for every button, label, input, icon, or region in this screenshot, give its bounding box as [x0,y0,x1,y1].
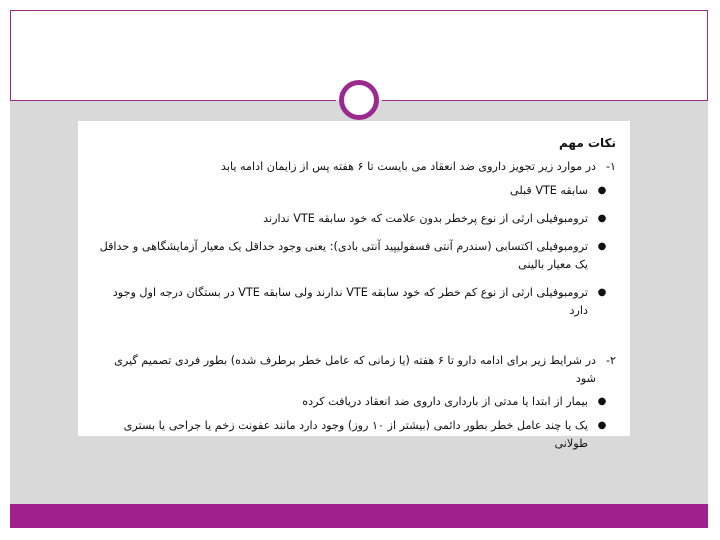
divider-line-right [382,100,708,101]
section-2-number: ۲- [605,354,616,367]
bullet-icon: ● [597,420,607,431]
list-item-text: بیمار از ابتدا یا مدتی از بارداری داروی ضد انعقاد دریافت کرده [302,395,588,408]
document-body [78,121,630,450]
list-item [96,238,616,274]
list-item [96,417,616,453]
section-1-list [96,182,616,320]
bullet-icon: ● [597,396,607,407]
section-1-number: ۱- [605,160,616,173]
bullet-icon: ● [597,241,607,252]
bullet-icon: ● [597,213,607,224]
list-item [96,210,616,228]
section-2 [96,352,616,388]
list-item-text: ترومبوفیلی ارثی از نوع پرخطر بدون علامت که خود سابقه VTE ندارند [263,212,588,225]
spacer [96,330,616,350]
list-item [96,182,616,200]
heading: نکات مهم [559,136,616,150]
list-item-text: یک یا چند عامل خطر بطور دائمی (بیشتر از ۱۰ روز) وجود دارد مانند عفونت زخم یا جراحی یا بستری طولانی [123,419,588,450]
bullet-icon: ● [597,287,607,298]
footer-bar [10,504,708,528]
circle-ornament-icon [339,80,379,120]
section-1 [96,158,616,176]
divider-line-left [10,100,336,101]
section-1-text: در موارد زیر تجویز داروی ضد انعقاد می بایست تا ۶ هفته پس از زایمان ادامه یابد [220,160,596,173]
list-item [96,284,616,320]
content-image [78,121,630,450]
section-2-text: در شرایط زیر برای ادامه دارو تا ۶ هفته (یا زمانی که عامل خطر برطرف شده) بطور فردی تصمیم گیری شود [114,354,596,385]
section-2-list [96,393,616,453]
list-item-text: ترومبوفیلی اکتسابی (سندرم آنتی فسفولیپید آنتی بادی): یعنی وجود حداقل یک معیار آزمایشگاهی و حداقل یک معیار بالینی [99,240,588,271]
list-item-text: ترومبوفیلی ارثی از نوع کم خطر که خود سابقه VTE ندارند ولی سابقه VTE در بستگان درجه اول وجود دارد [112,286,588,317]
list-item-text: سابقه VTE قبلی [510,184,588,197]
bullet-icon: ● [597,185,607,196]
list-item [96,393,616,411]
